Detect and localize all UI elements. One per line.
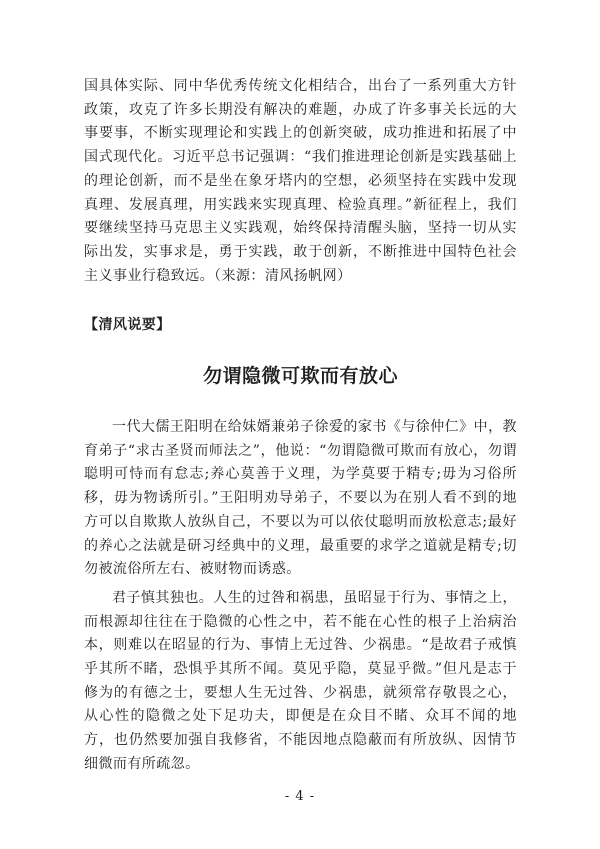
- section-label: 【清风说要】: [84, 317, 171, 334]
- continuation-paragraph: 国具体实际、同中华优秀传统文化相结合，出台了一系列重大方针政策，攻克了许多长期没有解决的难题，办成了许多事关长远的大事要事，不断实现理论和实践上的创新突破，成功推进和拓展了中国式现代化。习近平总书记强调：“我们推进理论创新是实践基础上的理论创新，而不是坐在象牙塔内的空想，必须坚持在实践中发现真理、发展真理，用实践来实现真理、检验真理。”新征程上，我们要继续坚持马克思主义实践观，始终保持清醒头脑，坚持一切从实际出发，实事求是，勇于实践，敢于创新，不断推进中国特色社会主义事业行稳致远。（来源：清风扬帆网）: [84, 78, 517, 284]
- article-paragraph: 一代大儒王阳明在给妹婿兼弟子徐爱的家书《与徐仲仁》中，教育弟子“求古圣贤而师法之”，他说：“勿谓隐微可欺而有放心，勿谓聪明可恃而有怠志;养心莫善于义理，为学莫要于精专;毋为习俗所移，毋为物诱所引。”王阳明劝导弟子，不要以为在别人看不到的地方可以自欺欺人放纵自己，不要以为可以依仗聪明而放松意志;最好的养心之法就是研习经典中的义理，最重要的求学之道就是精专;切勿被流俗所左右、被财物而诱惑。: [84, 419, 517, 578]
- page-number: - 4 -: [284, 789, 316, 804]
- article-paragraph: 君子慎其独也。人生的过咎和祸患，虽昭显于行为、事情之上，而根源却往往在于隐微的心性之中，若不能在心性的根子上治病治本，则难以在昭显的行为、事情上无过咎、少祸患。“是故君子戒慎乎其所不睹，恐惧乎其所不闻。莫见乎隐，莫显乎微。”但凡是志于修为的有德之士，要想人生无过咎、少祸患，就须常存敬畏之心，从心性的隐微之处下足功夫，即便是在众目不睹、众耳不闻的地方，也仍然要加强自我修省，不能因地点隐蔽而有所放纵、因情节细微而有所疏忽。: [84, 589, 517, 772]
- page-footer: [0, 788, 600, 806]
- article-title: 勿谓隐微可欺而有放心: [202, 365, 398, 388]
